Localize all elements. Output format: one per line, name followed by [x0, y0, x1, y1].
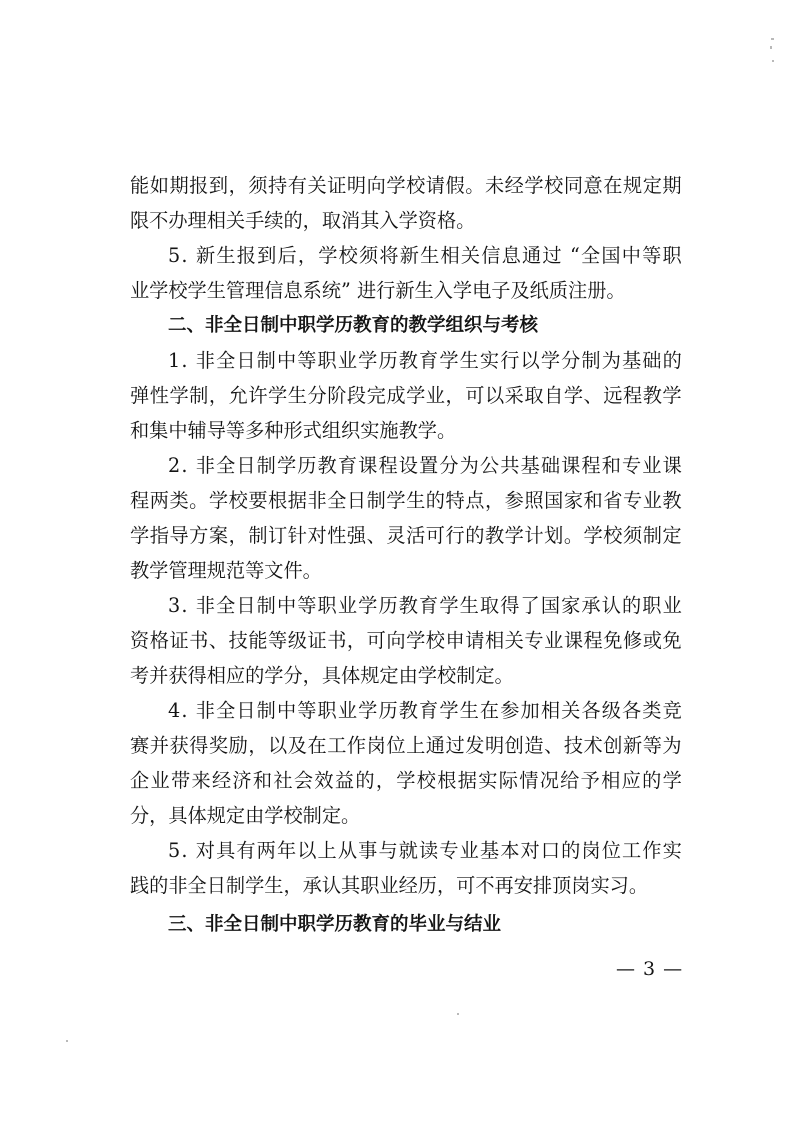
text-line: 和集中辅导等多种形式组织实施教学。 — [130, 419, 457, 442]
scan-speck — [771, 38, 774, 40]
page-number: — 3 — — [616, 958, 684, 980]
text-line: 弹 性 学 制 ， 允 许 学 生 分 阶 段 完 成 学 业 ， 可 以 采 取 自 学 、 远 程 教 学 — [130, 384, 682, 407]
text-line: 2 . 非 全 日 制 学 历 教 育 课 程 设 置 分 为 公 共 基 础 课 程 和 专 业 课 — [168, 454, 682, 477]
text-line: 学 指 导 方 案 ， 制 订 针 对 性 强 、 灵 活 可 行 的 教 学 计 划 。 学 校 须 制 定 — [130, 524, 682, 547]
text-line: 5 . 对 具 有 两 年 以 上 从 事 与 就 读 专 业 基 本 对 口 的 岗 位 工 作 实 — [168, 839, 682, 862]
text-line: 程 两 类 。 学 校 要 根 据 非 全 日 制 学 生 的 特 点 ， 参 照 国 家 和 省 专 业 教 — [130, 489, 682, 512]
section-heading: 三、非全日制中职学历教育的毕业与结业 — [168, 914, 502, 935]
text-line: 能 如 期 报 到 ， 须 持 有 关 证 明 向 学 校 请 假 。 未 经 学 校 同 意 在 规 定 期 — [130, 174, 682, 197]
text-line: 业学校学生管理信息系统” 进行新生入学电子及纸质注册。 — [130, 279, 626, 302]
text-line: 考并获得相应的学分，具体规定由学校制定。 — [130, 664, 514, 687]
text-line: 4 . 非 全 日 制 中 等 职 业 学 历 教 育 学 生 在 参 加 相 关 各 级 各 类 竞 — [168, 699, 682, 722]
text-line: 限不办理相关手续的，取消其入学资格。 — [130, 209, 476, 232]
text-line: 企 业 带 来 经 济 和 社 会 效 益 的 ， 学 校 根 据 实 际 情 况 给 予 相 应 的 学 — [130, 769, 682, 792]
text-line: 资 格 证 书 、 技 能 等 级 证 书 ， 可 向 学 校 申 请 相 关 专 业 课 程 免 修 或 免 — [130, 629, 682, 652]
scan-speck — [770, 46, 772, 49]
scan-speck — [66, 1040, 68, 1042]
text-line: 赛 并 获 得 奖 励 ， 以 及 在 工 作 岗 位 上 通 过 发 明 创 造 、 技 术 创 新 等 为 — [130, 734, 682, 757]
text-line: 1 . 非 全 日 制 中 等 职 业 学 历 教 育 学 生 实 行 以 学 分 制 为 基 础 的 — [168, 349, 682, 372]
text-line: 3 . 非 全 日 制 中 等 职 业 学 历 教 育 学 生 取 得 了 国 家 承 认 的 职 业 — [168, 594, 682, 617]
text-line: 教学管理规范等文件。 — [130, 559, 322, 582]
text-line: 5 . 新 生 报 到 后 ， 学 校 须 将 新 生 相 关 信 息 通 过 “ 全 国 中 等 职 — [168, 244, 682, 267]
section-heading: 二、非全日制中职学历教育的教学组织与考核 — [168, 315, 539, 336]
scan-speck — [772, 60, 774, 62]
text-line: 分，具体规定由学校制定。 — [130, 804, 361, 827]
scan-speck — [457, 1013, 459, 1015]
text-line: 践的非全日制学生，承认其职业经历，可不再安排顶岗实习。 — [130, 874, 649, 897]
document-body — [130, 168, 682, 942]
